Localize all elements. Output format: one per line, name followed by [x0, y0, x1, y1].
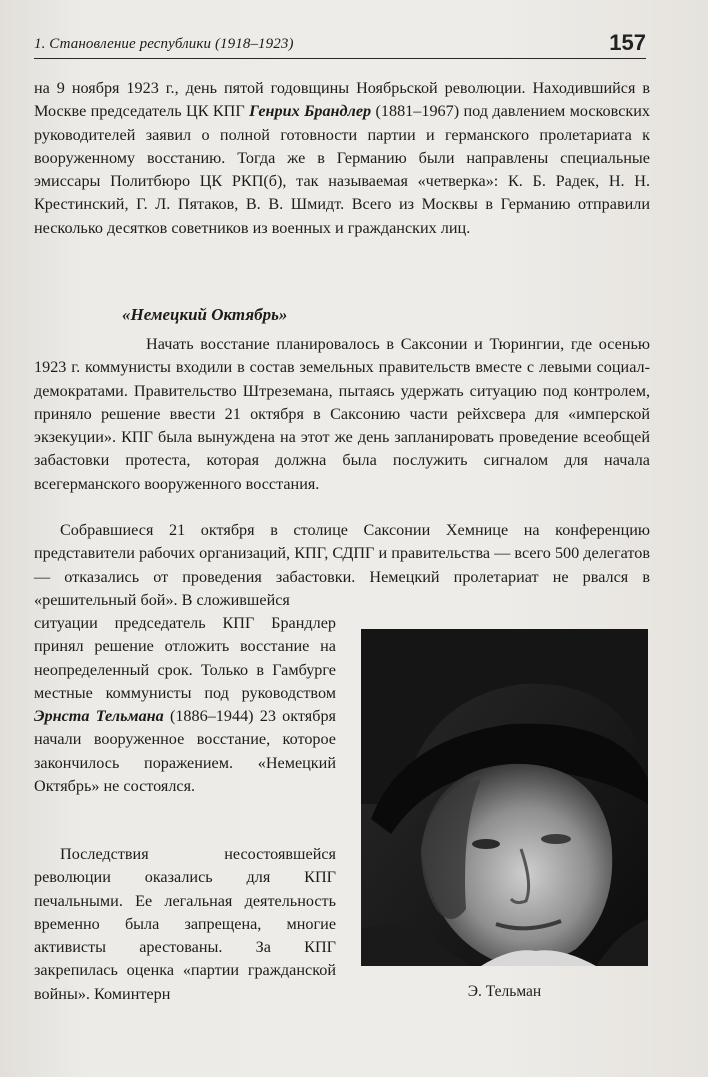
photo-caption: Э. Тельман: [467, 983, 542, 1000]
portrait-photo: [361, 629, 648, 966]
paragraph-5: Последствия несостоявшейся революции оказались для КПГ печальными. Ее легальная деятельность временно была запрещена, многие активисты арестованы. За КПГ закрепилась оценка «партии гражданской войны». Коминтерн: [34, 845, 336, 1003]
paragraph-1: [34, 77, 650, 240]
page-number: 157: [609, 30, 646, 55]
paragraph-1-text-b: (1881–1967) под давлением московских руководителей заявил о полной готовности партии и германского пролетариата к вооруженному восстанию. Тогда же в Германию были направлены специальные эмиссары Политбюро ЦК РКП(б), так называемая «четверка»: К. Б. Радек, Н. Н. Крестинский, Г. Л. Пятаков, В. В. Шмидт. Всего из Москвы в Германию отправили несколько десятков советников из военных и гражданских лиц.: [34, 102, 651, 237]
running-header: [34, 30, 646, 59]
person-name-brandler: Генрих Брандлер: [249, 102, 372, 121]
paragraph-3: Собравшиеся 21 октября в столице Саксонии Хемнице на конференцию представители рабочих организаций, КПГ, СДПГ и правительства — всего 500 делегатов — отказались от проведения забастовки. Немецкий пролетариат не рвался в «решительный бой». В сложившейся: [34, 521, 650, 609]
paragraph-4-text-b: (1886–1944) 23 октября начали вооруженное восстание, которое закончилось поражением. «Немецкий Октябрь» не состоялся.: [34, 707, 336, 796]
running-title: 1. Становление республики (1918–1923): [34, 36, 294, 52]
paragraph-4-text-a: ситуации председатель КПГ Брандлер принял решение отложить восстание на неопределенный срок. Только в Гамбурге местные коммунисты под руководством: [34, 614, 336, 702]
person-name-thalmann: Эрнста Тельмана: [34, 707, 164, 726]
portrait-image: [361, 629, 648, 966]
section-heading: «Немецкий Октябрь»: [122, 305, 288, 324]
paragraph-1-text-a: на 9 ноября 1923 г., день пятой годовщины Ноябрьской революции. Находившийся в Москве председатель ЦК КПГ: [34, 79, 650, 121]
paragraph-2: Начать восстание планировалось в Саксонии и Тюрингии, где осенью 1923 г. коммунисты входили в состав земельных правительств вместе с левыми социал-демократами. Правительство Штреземана, пытаясь удержать ситуацию под контролем, приняло решение ввести 21 октября в Саксонию части рейхсвера для «имперской экзекуции». КПГ была вынуждена на этот же день запланировать проведение всеобщей забастовки протеста, которая должна была послужить сигналом для начала всегерманского вооруженного восстания.: [34, 335, 650, 493]
paragraph-4: [34, 612, 336, 798]
